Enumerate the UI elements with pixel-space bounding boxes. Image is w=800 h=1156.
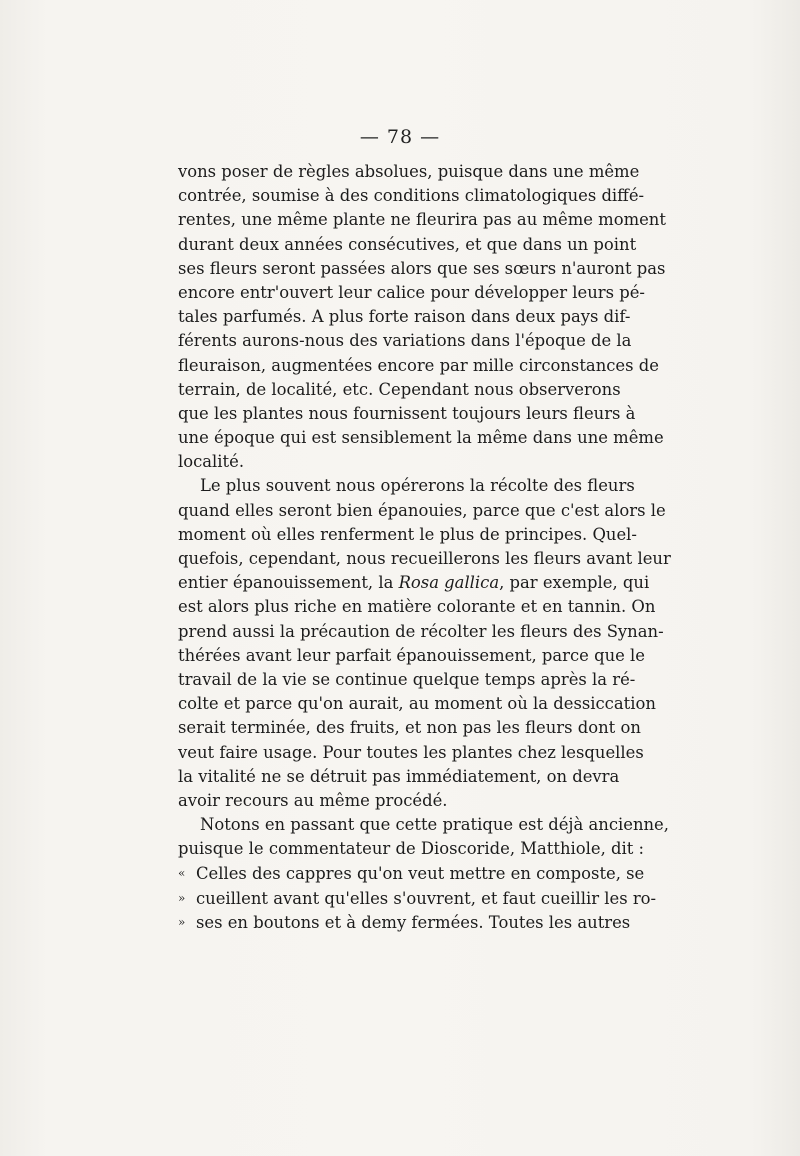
text-line: veut faire usage. Pour toutes les plantes chez lesquelles — [178, 742, 644, 762]
text-line: fleuraison, augmentées encore par mille circonstances de — [178, 355, 659, 375]
text-line: vons poser de règles absolues, puisque dans une même — [178, 162, 640, 181]
text-line: puisque le commentateur de Dioscoride, Matthiole, dit : — [178, 839, 645, 859]
quote-line — [178, 910, 631, 934]
text-line: férents aurons-nous des variations dans l'époque de la — [178, 331, 632, 351]
text-line: ses fleurs seront passées alors que ses sœurs n'auront pas — [178, 258, 666, 278]
quote-mark: » — [178, 890, 186, 905]
text-line: une époque qui est sensiblement la même dans une même — [178, 428, 664, 448]
text-line: est alors plus riche en matière colorante et en tannin. On — [178, 597, 656, 617]
text-line: colte et parce qu'on aurait, au moment où la dessiccation — [178, 694, 656, 714]
text-line: thérées avant leur parfait épanouissement, parce que le — [178, 645, 645, 665]
text-fragment: entier épanouissement, la — [178, 573, 399, 593]
text-line: durant deux années consécutives, et que dans un point — [178, 234, 637, 254]
text-line: la vitalité ne se détruit pas immédiatement, on devra — [178, 766, 620, 786]
text-line: Le plus souvent nous opérerons la récolte des fleurs — [200, 476, 635, 496]
text-line: travail de la vie se continue quelque temps après la ré- — [178, 669, 636, 689]
body-text — [178, 160, 671, 934]
quote-mark: « — [178, 866, 186, 881]
text-line: tales parfumés. A plus forte raison dans deux pays dif- — [178, 307, 631, 327]
text-line: quefois, cependant, nous recueillerons les fleurs avant leur — [178, 549, 671, 568]
quote-line — [178, 861, 645, 885]
page-number: — 78 — — [359, 126, 441, 148]
text-line: avoir recours au même procédé. — [178, 790, 448, 810]
paragraph-2 — [178, 474, 671, 813]
quote-mark: » — [178, 914, 186, 929]
text-line: localité. — [178, 452, 245, 472]
text-line: Notons en passant que cette pratique est déjà ancienne, — [200, 815, 669, 835]
quote-text: cueillent avant qu'elles s'ouvrent, et faut cueillir les ro- — [196, 888, 657, 908]
text-line: serait terminée, des fruits, et non pas les fleurs dont on — [178, 718, 641, 738]
text-fragment: , par exemple, qui — [499, 573, 650, 593]
text-line: quand elles seront bien épanouies, parce que c'est alors le — [178, 500, 666, 520]
text-line: contrée, soumise à des conditions climatologiques diffé- — [178, 186, 645, 206]
paragraph-1 — [178, 160, 666, 474]
quote-line — [178, 886, 657, 910]
text-line: terrain, de localité, etc. Cependant nous observerons — [178, 379, 621, 399]
text-line: prend aussi la précaution de récolter les fleurs des Synan- — [178, 621, 664, 641]
species-name: Rosa gallica — [398, 573, 500, 593]
paragraph-3 — [178, 813, 669, 934]
text-line: que les plantes nous fournissent toujours leurs fleurs à — [178, 403, 636, 423]
text-line: rentes, une même plante ne fleurira pas au même moment — [178, 210, 666, 230]
text-line-with-italic — [178, 571, 650, 595]
text-line: moment où elles renferment le plus de principes. Quel- — [178, 524, 637, 544]
quote-text: ses en boutons et à demy fermées. Toutes les autres — [196, 912, 631, 932]
quote-text: Celles des cappres qu'on veut mettre en composte, se — [196, 864, 645, 884]
text-line: encore entr'ouvert leur calice pour développer leurs pé- — [178, 282, 645, 302]
